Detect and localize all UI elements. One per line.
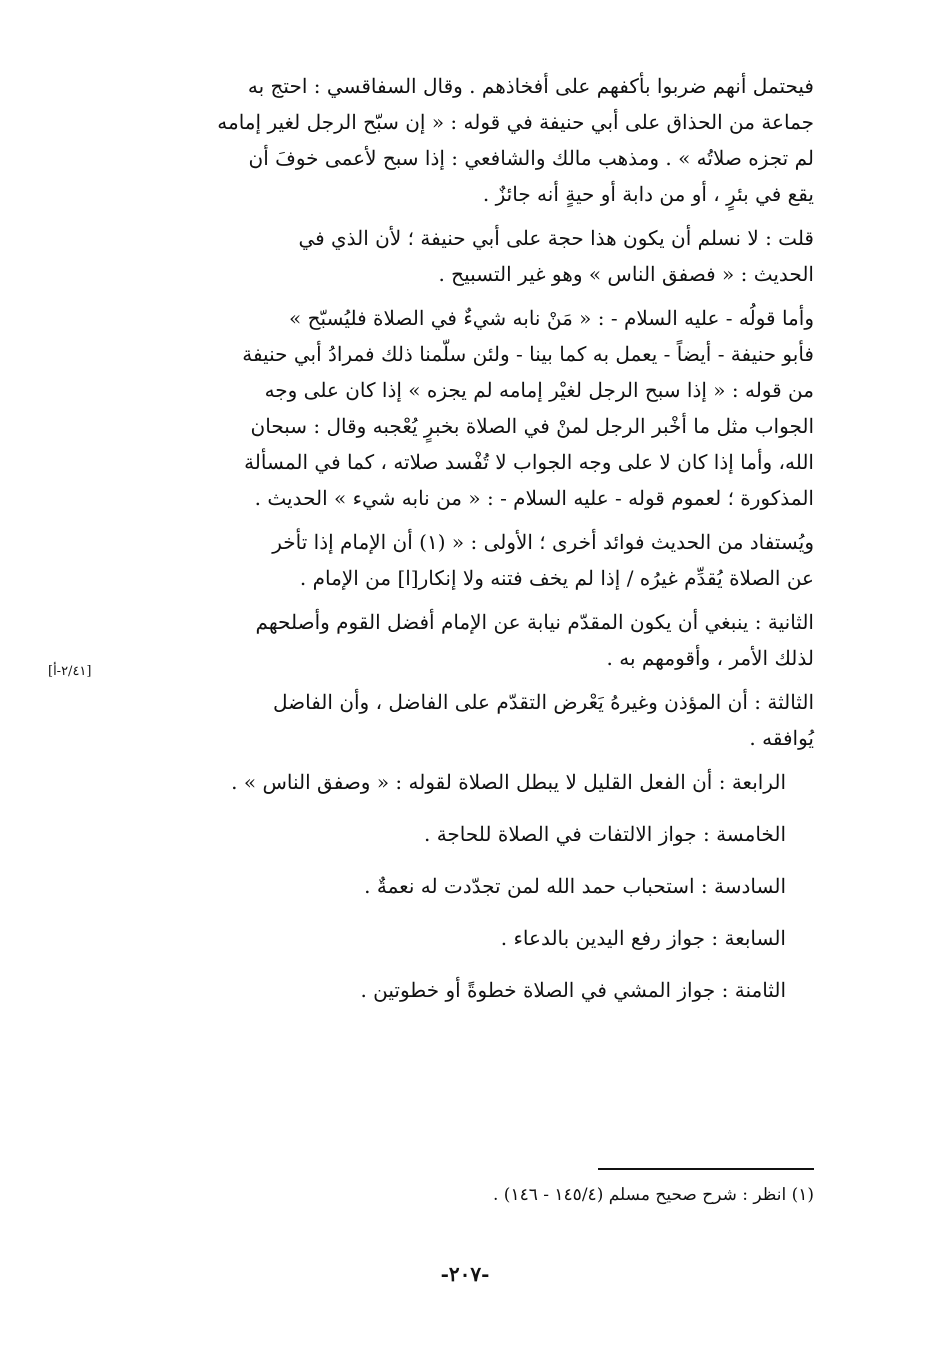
text-line: لذلك الأمر ، وأقومهم به .	[606, 646, 814, 670]
list-item: الرابعة : أن الفعل القليل لا يبطل الصلاة لقوله : « وصفق الناس » .	[231, 770, 786, 794]
text-line: الحديث : « فصفق الناس » وهو غير التسبيح .	[438, 262, 814, 286]
paragraph-3	[138, 300, 814, 516]
text-line: ويُستفاد من الحديث فوائد أخرى ؛ الأولى : « (١) أن الإمام إذا تأخر	[272, 530, 814, 554]
text-line: من قوله : « إذا سبح الرجل لغيْر إمامه لم يجزه » إذا كان على وجه	[264, 378, 814, 402]
paragraph-2	[138, 220, 814, 292]
list-item: السابعة : جواز رفع اليدين بالدعاء .	[500, 926, 786, 950]
benefits-list	[138, 764, 814, 1008]
footnote: (١) انظر : شرح صحيح مسلم (١٤٥/٤ - ١٤٦) .	[493, 1185, 814, 1205]
text-line: الثانية : ينبغي أن يكون المقدّم نيابة عن الإمام أفضل القوم وأصلحهم	[255, 610, 814, 634]
list-item: الثامنة : جواز المشي في الصلاة خطوةً أو خطوتين .	[360, 978, 786, 1002]
text-line: عن الصلاة يُقدِّم غيرُه / إذا لم يخف فتنه ولا إنكار[ا] من الإمام .	[299, 566, 814, 590]
main-text	[138, 68, 814, 1024]
text-line: الثالثة : أن المؤذن وغيرهُ يَعْرض التقدّم على الفاضل ، وأن الفاضل	[272, 690, 814, 714]
page-number: -٢٠٧-	[440, 1262, 490, 1286]
text-line: يُوافقه .	[749, 726, 814, 750]
text-line: المذكورة ؛ لعموم قوله - عليه السلام - : « من نابه شيء » الحديث .	[254, 486, 814, 510]
text-line: وأما قولُه - عليه السلام - : « مَنْ نابه شيءٌ في الصلاة فليُسبّح »	[289, 306, 814, 330]
text-line: الله، وأما إذا كان لا على وجه الجواب لا تُفْسد صلاته ، كما في المسألة	[244, 450, 814, 474]
paragraph-5	[138, 604, 814, 676]
footnote-separator	[598, 1168, 814, 1170]
manuscript-folio-note: [٢/٤١-أ]	[48, 664, 92, 679]
text-line: فأبو حنيفة - أيضاً - يعمل به كما بينا - ولئن سلّمنا ذلك فمرادُ أبي حنيفة	[242, 342, 814, 366]
paragraph-1	[138, 68, 814, 212]
text-line: فيحتمل أنهم ضربوا بأكفهم على أفخاذهم . وقال السفاقسي : احتج به	[247, 74, 814, 98]
list-item: الخامسة : جواز الالتفات في الصلاة للحاجة .	[423, 822, 786, 846]
paragraph-6	[138, 684, 814, 756]
text-line: قلت : لا نسلم أن يكون هذا حجة على أبي حنيفة ؛ لأن الذي في	[298, 226, 814, 250]
text-line: لم تجزه صلاتُه » . ومذهب مالك والشافعي : إذا سبح لأعمى خوفَ أن	[248, 146, 814, 170]
text-line: الجواب مثل ما أخْبر الرجل لمنْ في الصلاة بخبرٍ يُعْجبه وقال : سبحان	[250, 414, 814, 438]
paragraph-4	[138, 524, 814, 596]
text-line: يقع في بئرٍ ، أو من دابة أو حيةٍ أنه جائزٌ .	[482, 182, 814, 206]
text-line: جماعة من الحذاق على أبي حنيفة في قوله : « إن سبّح الرجل لغير إمامه	[217, 110, 814, 134]
list-item: السادسة : استحباب حمد الله لمن تجدّدت له نعمةٌ .	[364, 874, 786, 898]
